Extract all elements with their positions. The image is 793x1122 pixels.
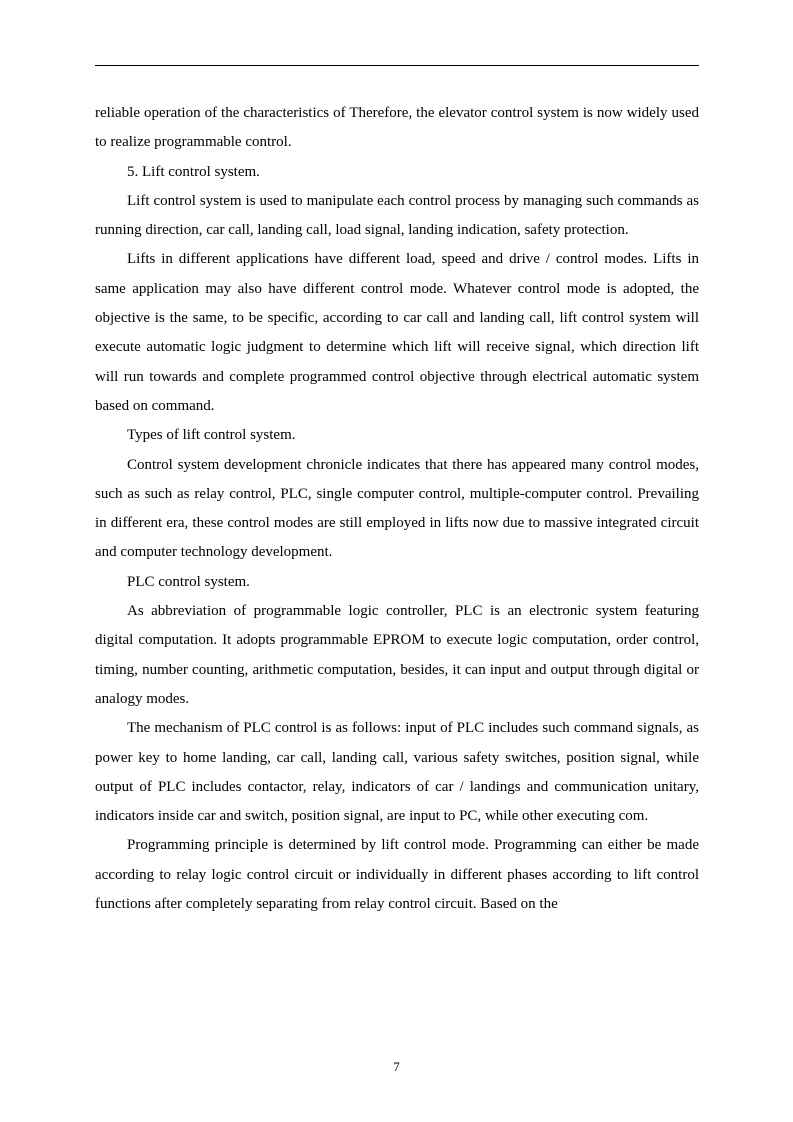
paragraph: 5. Lift control system. (127, 163, 260, 180)
paragraph: PLC control system. (127, 573, 250, 590)
paragraph: reliable operation of the characteristics of Therefore, the elevator control system is now widely used to realize programmable control. (95, 105, 699, 151)
paragraph: Lifts in different applications have different load, speed and drive / control modes. Lifts in same application may also have different control mode. Whatever control mode is adopted, the objective is the same, to be specific, according to car call and landing call, lift control system will execute automatic logic judgment to determine which lift will receive signal, which direction lift will run towards and complete programmed control objective through electrical automatic system based on command. (95, 251, 699, 414)
header-rule (95, 65, 699, 66)
page-number: 7 (393, 1059, 400, 1074)
paragraph: Control system development chronicle indicates that there has appeared many control modes, such as such as relay control, PLC, single computer control, multiple-computer control. Prevailing in different era, these control modes are still employed in lifts now due to massive integrated circuit and computer technology development. (95, 456, 699, 561)
paragraph: Programming principle is determined by lift control mode. Programming can either be made according to relay logic control circuit or individually in different phases according to lift control functions after completely separating from relay control circuit. Based on the (95, 837, 699, 913)
paragraph: The mechanism of PLC control is as follows: input of PLC includes such command signals, as power key to home landing, car call, landing call, various safety switches, position signal, while output of PLC includes contactor, relay, indicators of car / landings and communication unitary, indicators inside car and switch, position signal, are input to PC, while other executing com. (95, 720, 699, 825)
body-text (95, 99, 699, 919)
paragraph: As abbreviation of programmable logic controller, PLC is an electronic system featuring digital computation. It adopts programmable EPROM to execute logic computation, order control, timing, number counting, arithmetic computation, besides, it can input and output through digital or analogy modes. (95, 603, 699, 707)
paragraph: Types of lift control system. (127, 427, 296, 444)
paragraph: Lift control system is used to manipulate each control process by managing such commands as running direction, car call, landing call, load signal, landing indication, safety protection. (95, 192, 699, 239)
